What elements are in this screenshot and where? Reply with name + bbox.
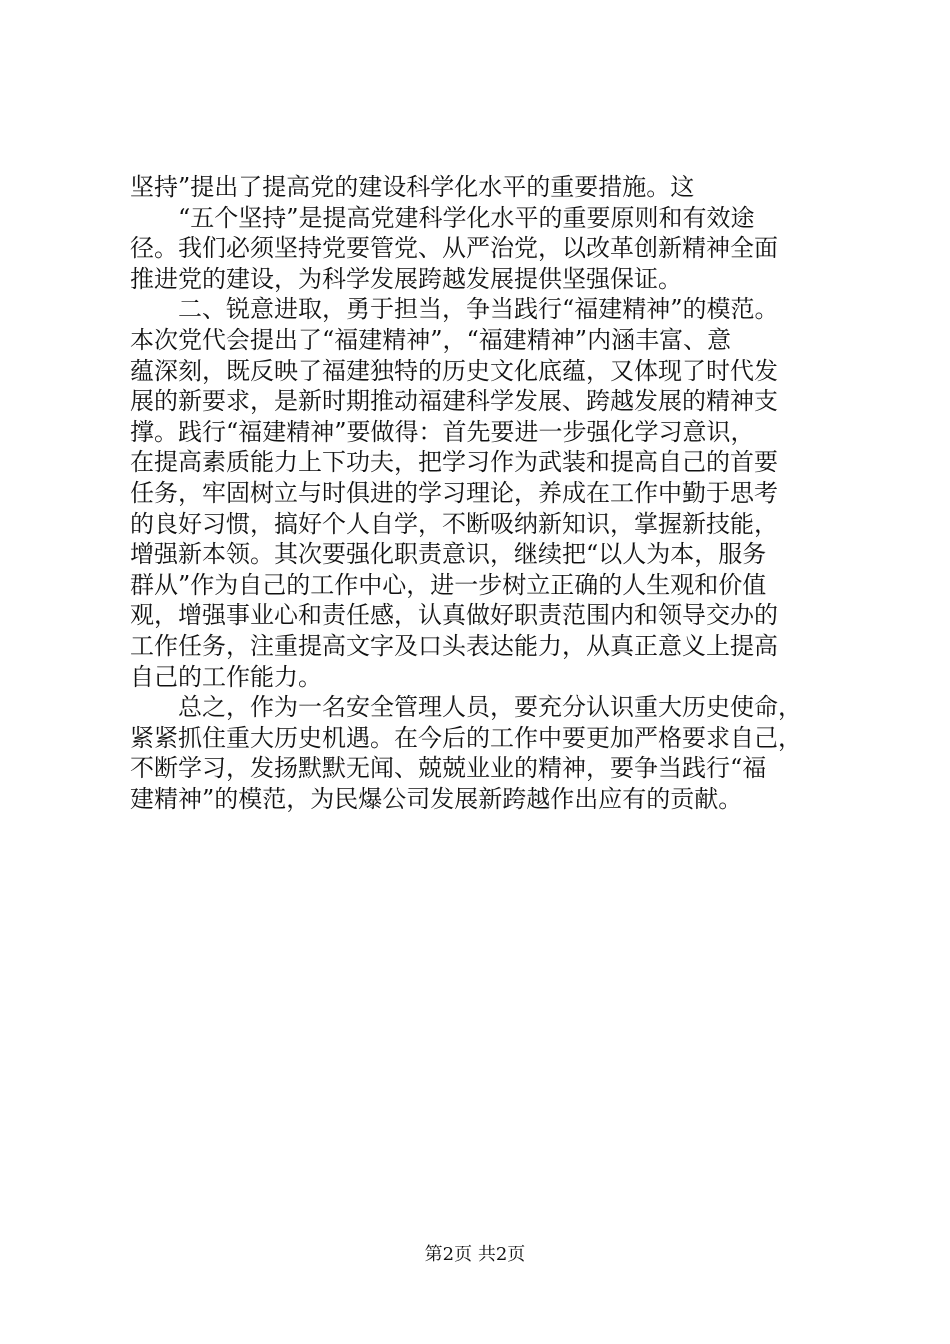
text-line: 观，增强事业心和责任感，认真做好职责范围内和领导交办的 bbox=[130, 601, 778, 630]
text-line: 坚持”提出了提高党的建设科学化水平的重要措施。这 bbox=[130, 173, 695, 201]
text-line: 推进党的建设，为科学发展跨越发展提供坚强保证。 bbox=[130, 264, 682, 293]
page-number-footer: 第2页 共2页 bbox=[424, 1244, 526, 1265]
text-line: 群从”作为自己的工作中心，进一步树立正确的人生观和价值 bbox=[130, 570, 767, 599]
text-line: 不断学习，发扬默默无闻、兢兢业业的精神，要争当践行“福 bbox=[130, 754, 767, 783]
text-line: 任务，牢固树立与时俱进的学习理论，养成在工作中勤于思考 bbox=[130, 478, 778, 507]
text-line: “五个坚持”是提高党建科学化水平的重要原则和有效途 bbox=[130, 203, 755, 232]
text-line: 总之，作为一名安全管理人员，要充分认识重大历史使命， bbox=[130, 693, 802, 722]
text-line: 在提高素质能力上下功夫，把学习作为武装和提高自己的首要 bbox=[130, 448, 778, 477]
text-line: 蕴深刻，既反映了福建独特的历史文化底蕴，又体现了时代发 bbox=[130, 356, 778, 385]
text-line: 工作任务，注重提高文字及口头表达能力，从真正意义上提高 bbox=[130, 631, 778, 660]
body-text bbox=[130, 172, 850, 814]
text-line: 自己的工作能力。 bbox=[130, 662, 322, 691]
text-line: 建精神”的模范，为民爆公司发展新跨越作出应有的贡献。 bbox=[130, 784, 743, 813]
text-line: 本次党代会提出了“福建精神”，“福建精神”内涵丰富、意 bbox=[130, 325, 732, 354]
text-line: 的良好习惯，搞好个人自学，不断吸纳新知识，掌握新技能， bbox=[130, 509, 778, 538]
text-line: 增强新本领。其次要强化职责意识，继续把“以人为本，服务 bbox=[130, 540, 767, 569]
text-line: 二、锐意进取，勇于担当，争当践行“福建精神”的模范。 bbox=[130, 295, 779, 324]
text-line: 展的新要求，是新时期推动福建科学发展、跨越发展的精神支 bbox=[130, 387, 778, 416]
text-line: 径。我们必须坚持党要管党、从严治党，以改革创新精神全面 bbox=[130, 234, 778, 263]
text-line: 撑。践行“福建精神”要做得：首先要进一步强化学习意识， bbox=[130, 417, 755, 446]
text-line: 紧紧抓住重大历史机遇。在今后的工作中要更加严格要求自己， bbox=[130, 723, 802, 752]
